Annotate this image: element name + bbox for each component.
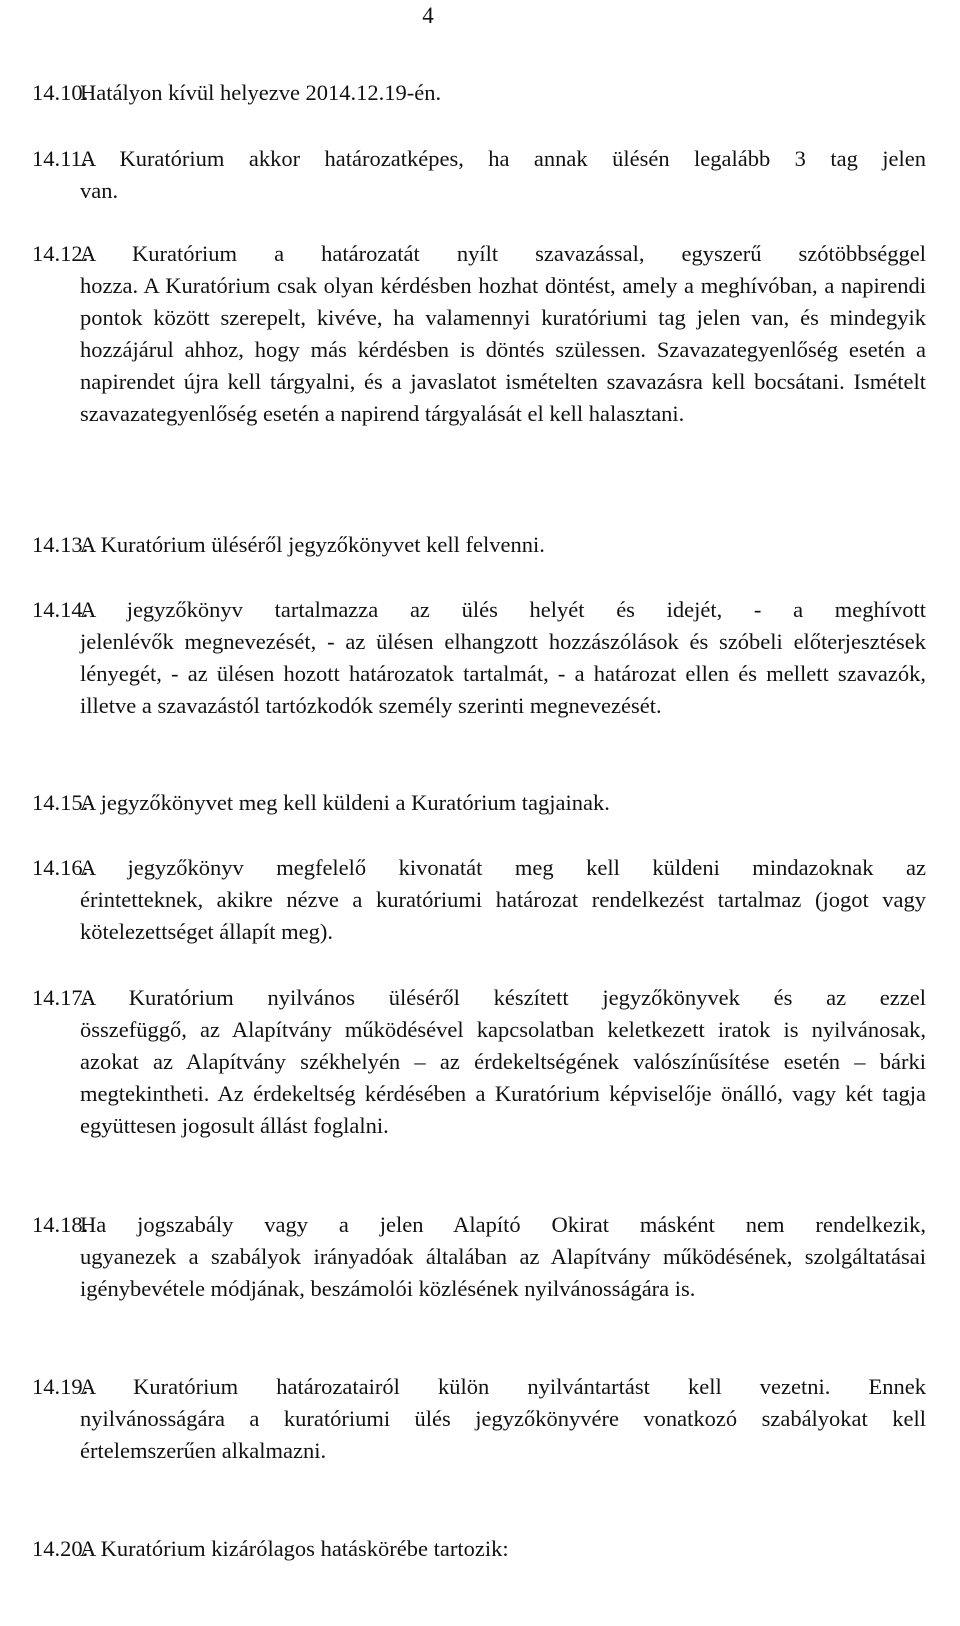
section-text-first-line: Ha jogszabály vagy a jelen Alapító Okirat másként nem rendelkezik, bbox=[80, 1212, 926, 1237]
section-text-first-line: A jegyzőkönyv megfelelő kivonatát meg kell küldeni mindazoknak az bbox=[80, 855, 926, 880]
section-text: A Kuratórium kizárólagos hatáskörébe tartozik: bbox=[80, 1536, 509, 1561]
section-14-20 bbox=[32, 1533, 509, 1565]
section-14-10 bbox=[32, 77, 441, 109]
section-text-first-line: A Kuratórium akkor határozatképes, ha annak ülésén legalább 3 tag jelen bbox=[80, 146, 926, 171]
section-text-first-line: A Kuratórium határozatairól külön nyilvántartást kell vezetni. Ennek bbox=[80, 1374, 926, 1399]
section-14-15 bbox=[32, 787, 610, 819]
section-14-14 bbox=[32, 594, 926, 626]
section-14-12 bbox=[32, 238, 926, 270]
section-number: 14.13. bbox=[32, 532, 89, 557]
section-number: 14.11. bbox=[32, 146, 88, 171]
section-14-12-continued: hozza. A Kuratórium csak olyan kérdésben hozhat döntést, amely a meghívóban, a napirendi pontok között szerepelt, kivéve, ha valamennyi kuratóriumi tag jelen van, és mindegyik hozzájárul ahhoz, hogy más kérdésben is döntés szülessen. Szavazategyenlőség esetén a napirendet újra kell tárgyalni, és a javaslatot ismételten szavazásra kell bocsátani. Ismételt szavazategyenlőség esetén a napirend tárgyalását el kell halasztani. bbox=[80, 273, 926, 426]
section-14-11-continued: van. bbox=[80, 178, 119, 203]
section-14-11 bbox=[32, 143, 926, 175]
section-number: 14.10. bbox=[32, 80, 89, 105]
section-text: A Kuratórium üléséről jegyzőkönyvet kell felvenni. bbox=[80, 532, 545, 557]
section-text-first-line: A Kuratórium a határozatát nyílt szavazással, egyszerű szótöbbséggel bbox=[80, 241, 926, 266]
section-text: A jegyzőkönyvet meg kell küldeni a Kuratórium tagjainak. bbox=[80, 790, 610, 815]
section-text-first-line: A jegyzőkönyv tartalmazza az ülés helyét és idejét, - a meghívott bbox=[80, 597, 926, 622]
section-14-13 bbox=[32, 529, 545, 561]
page-number: 4 bbox=[422, 3, 434, 28]
section-14-17 bbox=[32, 982, 926, 1014]
section-14-14-continued: jelenlévők megnevezését, - az ülésen elhangzott hozzászólások és szóbeli előterjesztések lényegét, - az ülésen hozott határozatok tartalmát, - a határozat ellen és mellett szavazók, illetve a szavazástól tartózkodók személy szerinti megnevezését. bbox=[80, 629, 926, 718]
section-number: 14.20. bbox=[32, 1536, 89, 1561]
section-number: 14.18. bbox=[32, 1212, 89, 1237]
section-14-19 bbox=[32, 1371, 926, 1403]
section-14-18-continued: ugyanezek a szabályok irányadóak általában az Alapítvány működésének, szolgáltatásai igénybevétele módjának, beszámolói közlésének nyilvánosságára is. bbox=[80, 1244, 926, 1301]
section-14-17-continued: összefüggő, az Alapítvány működésével kapcsolatban keletkezett iratok is nyilvánosak, azokat az Alapítvány székhelyén – az érdekeltségének valószínűsítése esetén – bárki megtekintheti. Az érdekeltség kérdésében a Kuratórium képviselője önálló, vagy két tagja együttesen jogosult állást foglalni. bbox=[80, 1017, 926, 1138]
section-14-18 bbox=[32, 1209, 926, 1241]
section-text-first-line: A Kuratórium nyilvános üléséről készített jegyzőkönyvek és az ezzel bbox=[80, 985, 926, 1010]
section-14-16-continued: érintetteknek, akikre nézve a kuratóriumi határozat rendelkezést tartalmaz (jogot vagy kötelezettséget állapít meg). bbox=[80, 887, 926, 944]
section-14-19-continued: nyilvánosságára a kuratóriumi ülés jegyzőkönyvére vonatkozó szabályokat kell értelemszerűen alkalmazni. bbox=[80, 1406, 926, 1463]
section-14-16 bbox=[32, 852, 926, 884]
section-number: 14.14. bbox=[32, 597, 89, 622]
section-number: 14.19. bbox=[32, 1374, 89, 1399]
section-number: 14.16. bbox=[32, 855, 89, 880]
section-number: 14.12. bbox=[32, 241, 89, 266]
section-number: 14.15. bbox=[32, 790, 89, 815]
section-number: 14.17. bbox=[32, 985, 89, 1010]
section-text: Hatályon kívül helyezve 2014.12.19-én. bbox=[80, 80, 442, 105]
